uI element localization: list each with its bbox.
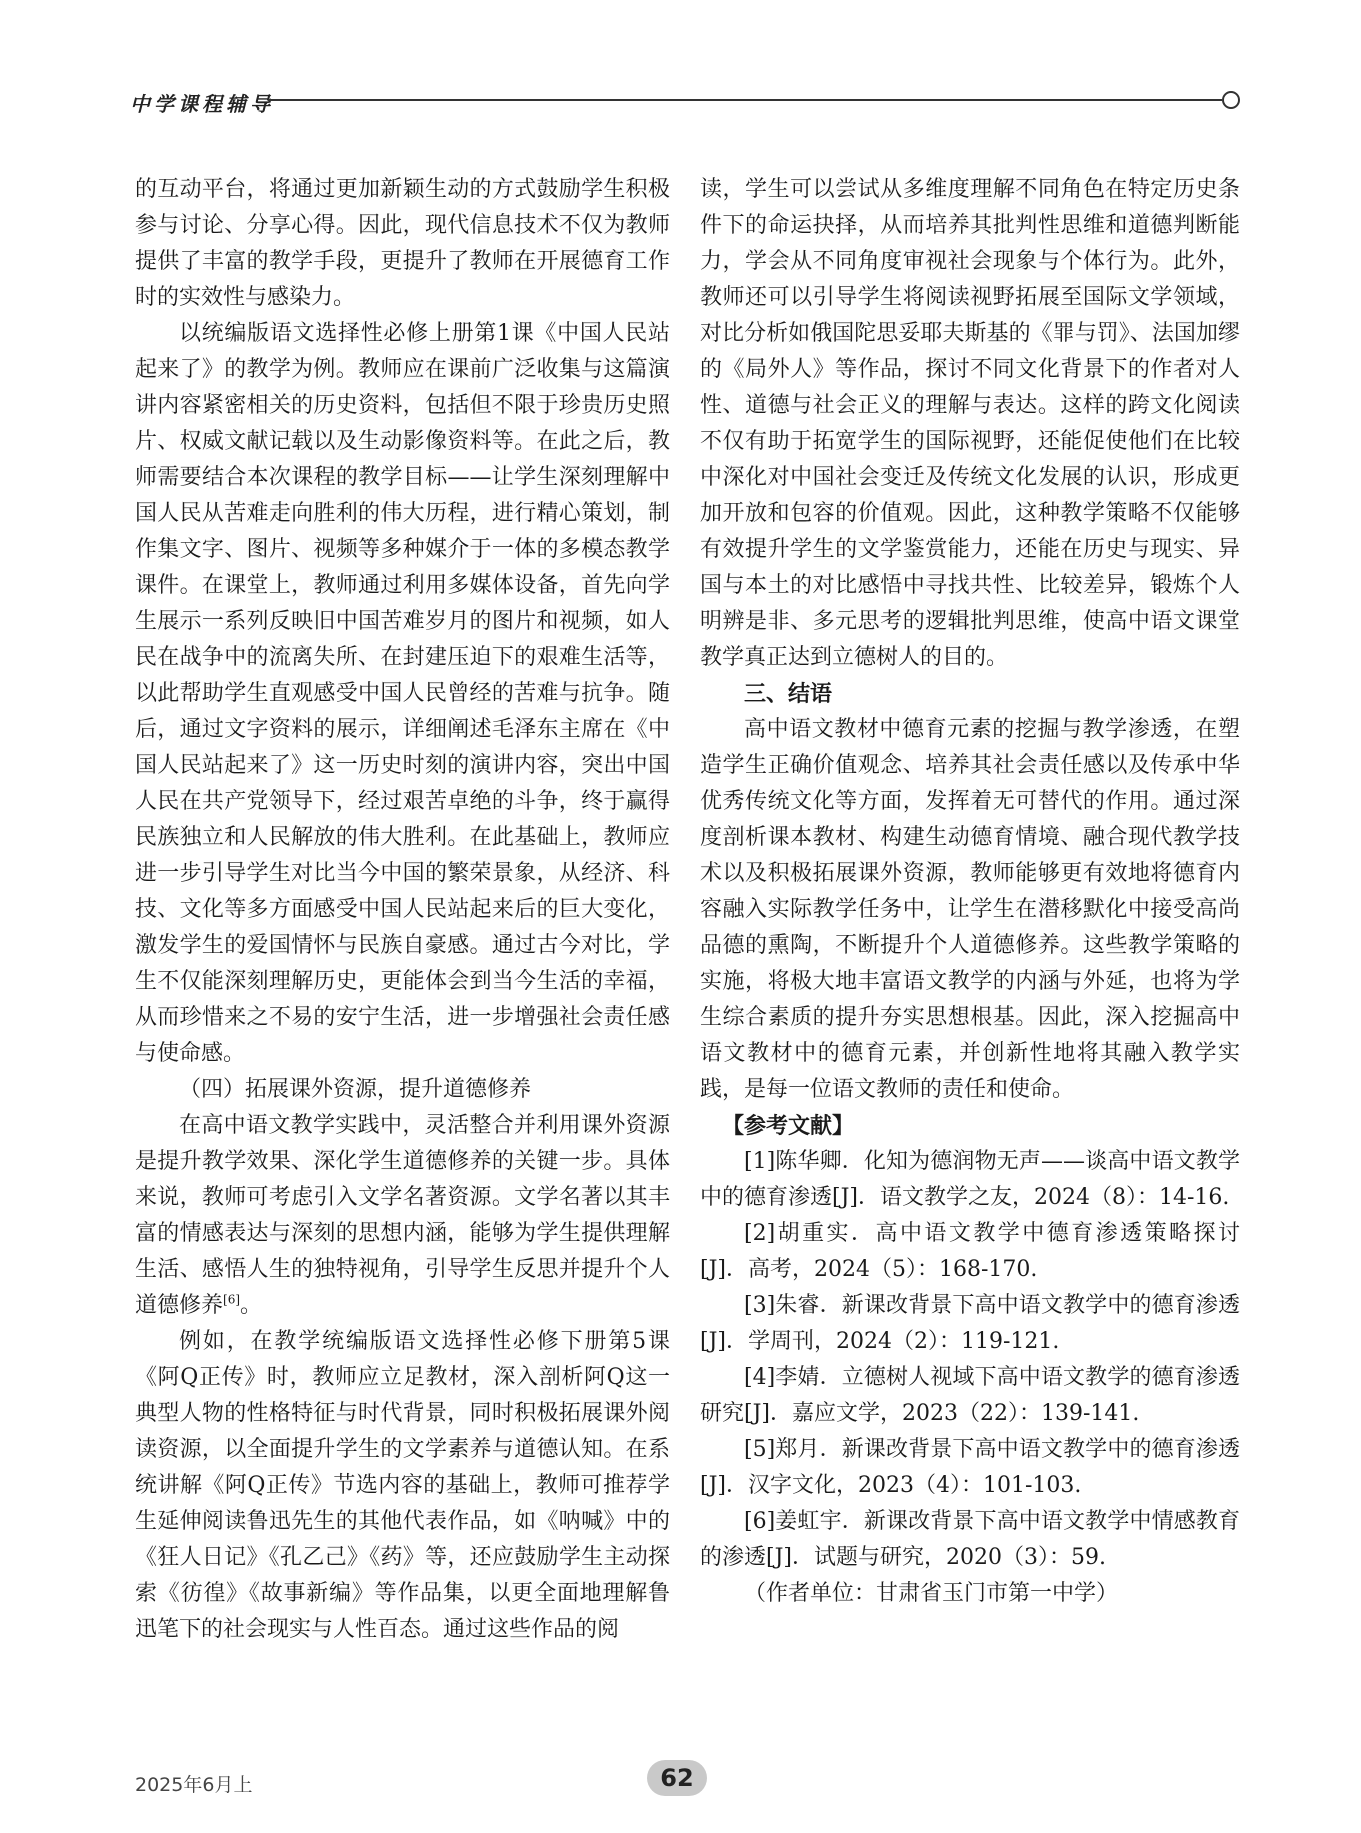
citation-mark: [6] <box>223 1292 241 1307</box>
paragraph: 以统编版语文选择性必修上册第1课《中国人民站起来了》的教学为例。教师应在课前广泛收集与这篇演讲内容紧密相关的历史资料，包括但不限于珍贵历史照片、权威文献记载以及生动影像资料等。在此之后，教师需要结合本次课程的教学目标——让学生深刻理解中国人民从苦难走向胜利的伟大历程，进行精心策划，制作集文字、图片、视频等多种媒介于一体的多模态教学课件。在课堂上，教师通过利用多媒体设备，首先向学生展示一系列反映旧中国苦难岁月的图片和视频，如人民在战争中的流离失所、在封建压迫下的艰难生活等，以此帮助学生直观感受中国人民曾经的苦难与抗争。随后，通过文字资料的展示，详细阐述毛泽东主席在《中国人民站起来了》这一历史时刻的演讲内容，突出中国人民在共产党领导下，经过艰苦卓绝的斗争，终于赢得民族独立和人民解放的伟大胜利。在此基础上，教师应进一步引导学生对比当今中国的繁荣景象，从经济、科技、文化等多方面感受中国人民站起来后的巨大变化，激发学生的爱国情怀与民族自豪感。通过古今对比，学生不仅能深刻理解历史，更能体会到当今生活的幸福，从而珍惜来之不易的安宁生活，进一步增强社会责任感与使命感。 <box>135 321 670 1066</box>
paragraph: 的互动平台，将通过更加新颖生动的方式鼓励学生积极参与讨论、分享心得。因此，现代信息技术不仅为教师提供了丰富的教学手段，更提升了教师在开展德育工作时的实效性与感染力。 <box>135 177 670 310</box>
header-rule <box>268 99 1222 101</box>
reference-item: [1]陈华卿．化知为德润物无声——谈高中语文教学中的德育渗透[J]．语文教学之友，2024（8）：14-16. <box>700 1149 1240 1210</box>
reference-item: [5]郑月．新课改背景下高中语文教学中的德育渗透[J]．汉字文化，2023（4）：101-103. <box>700 1437 1240 1498</box>
reference-item: [3]朱睿．新课改背景下高中语文教学中的德育渗透[J]．学周刊，2024（2）：119-121. <box>700 1293 1240 1354</box>
left-column <box>135 172 670 1648</box>
reference-item: [6]姜虹宇．新课改背景下高中语文教学中情感教育的渗透[J]．试题与研究，2020（3）：59. <box>700 1509 1240 1570</box>
paragraph-end: 。 <box>240 1293 263 1318</box>
page-number: 62 <box>647 1760 707 1796</box>
issue-date: 2025年6月上 <box>135 1774 253 1796</box>
author-affiliation: （作者单位：甘肃省玉门市第一中学） <box>744 1581 1119 1606</box>
right-column <box>700 172 1240 1612</box>
reference-item: [4]李婧．立德树人视域下高中语文教学的德育渗透研究[J]．嘉应文学，2023（22）：139-141. <box>700 1365 1240 1426</box>
references-heading: 【参考文献】 <box>722 1113 855 1139</box>
paragraph <box>135 1108 670 1324</box>
header-circle-ornament <box>1222 91 1240 109</box>
paragraph: 例如，在教学统编版语文选择性必修下册第5课《阿Q正传》时，教师应立足教材，深入剖析阿Q这一典型人物的性格特征与时代背景，同时积极拓展课外阅读资源，以全面提升学生的文学素养与道德认知。在系统讲解《阿Q正传》节选内容的基础上，教师可推荐学生延伸阅读鲁迅先生的其他代表作品，如《呐喊》中的《狂人日记》《孔乙己》《药》等，还应鼓励学生主动探索《彷徨》《故事新编》等作品集，以更全面地理解鲁迅笔下的社会现实与人性百态。通过这些作品的阅 <box>135 1329 670 1642</box>
journal-title: 中学课程辅导 <box>130 92 274 116</box>
paragraph-text: 在高中语文教学实践中，灵活整合并利用课外资源是提升教学效果、深化学生道德修养的关键一步。具体来说，教师可考虑引入文学名著资源。文学名著以其丰富的情感表达与深刻的思想内涵，能够为学生提供理解生活、感悟人生的独特视角，引导学生反思并提升个人道德修养 <box>135 1113 670 1318</box>
reference-item: [2]胡重实．高中语文教学中德育渗透策略探讨[J]．高考，2024（5）：168-170. <box>700 1221 1240 1282</box>
section-heading: 三、结语 <box>744 681 833 707</box>
paragraph: 读，学生可以尝试从多维度理解不同角色在特定历史条件下的命运抉择，从而培养其批判性思维和道德判断能力，学会从不同角度审视社会现象与个体行为。此外，教师还可以引导学生将阅读视野拓展至国际文学领域，对比分析如俄国陀思妥耶夫斯基的《罪与罚》、法国加缪的《局外人》等作品，探讨不同文化背景下的作者对人性、道德与社会正义的理解与表达。这样的跨文化阅读不仅有助于拓宽学生的国际视野，还能促使他们在比较中深化对中国社会变迁及传统文化发展的认识，形成更加开放和包容的价值观。因此，这种教学策略不仅能够有效提升学生的文学鉴赏能力，还能在历史与现实、异国与本土的对比感悟中寻找共性、比较差异，锻炼个人明辨是非、多元思考的逻辑批判思维，使高中语文课堂教学真正达到立德树人的目的。 <box>700 177 1240 670</box>
subsection-heading: （四）拓展课外资源，提升道德修养 <box>179 1077 532 1102</box>
paragraph: 高中语文教材中德育元素的挖掘与教学渗透，在塑造学生正确价值观念、培养其社会责任感以及传承中华优秀传统文化等方面，发挥着无可替代的作用。通过深度剖析课本教材、构建生动德育情境、融合现代教学技术以及积极拓展课外资源，教师能够更有效地将德育内容融入实际教学任务中，让学生在潜移默化中接受高尚品德的熏陶，不断提升个人道德修养。这些教学策略的实施，将极大地丰富语文教学的内涵与外延，也将为学生综合素质的提升夯实思想根基。因此，深入挖掘高中语文教材中的德育元素，并创新性地将其融入教学实践，是每一位语文教师的责任和使命。 <box>700 717 1240 1102</box>
